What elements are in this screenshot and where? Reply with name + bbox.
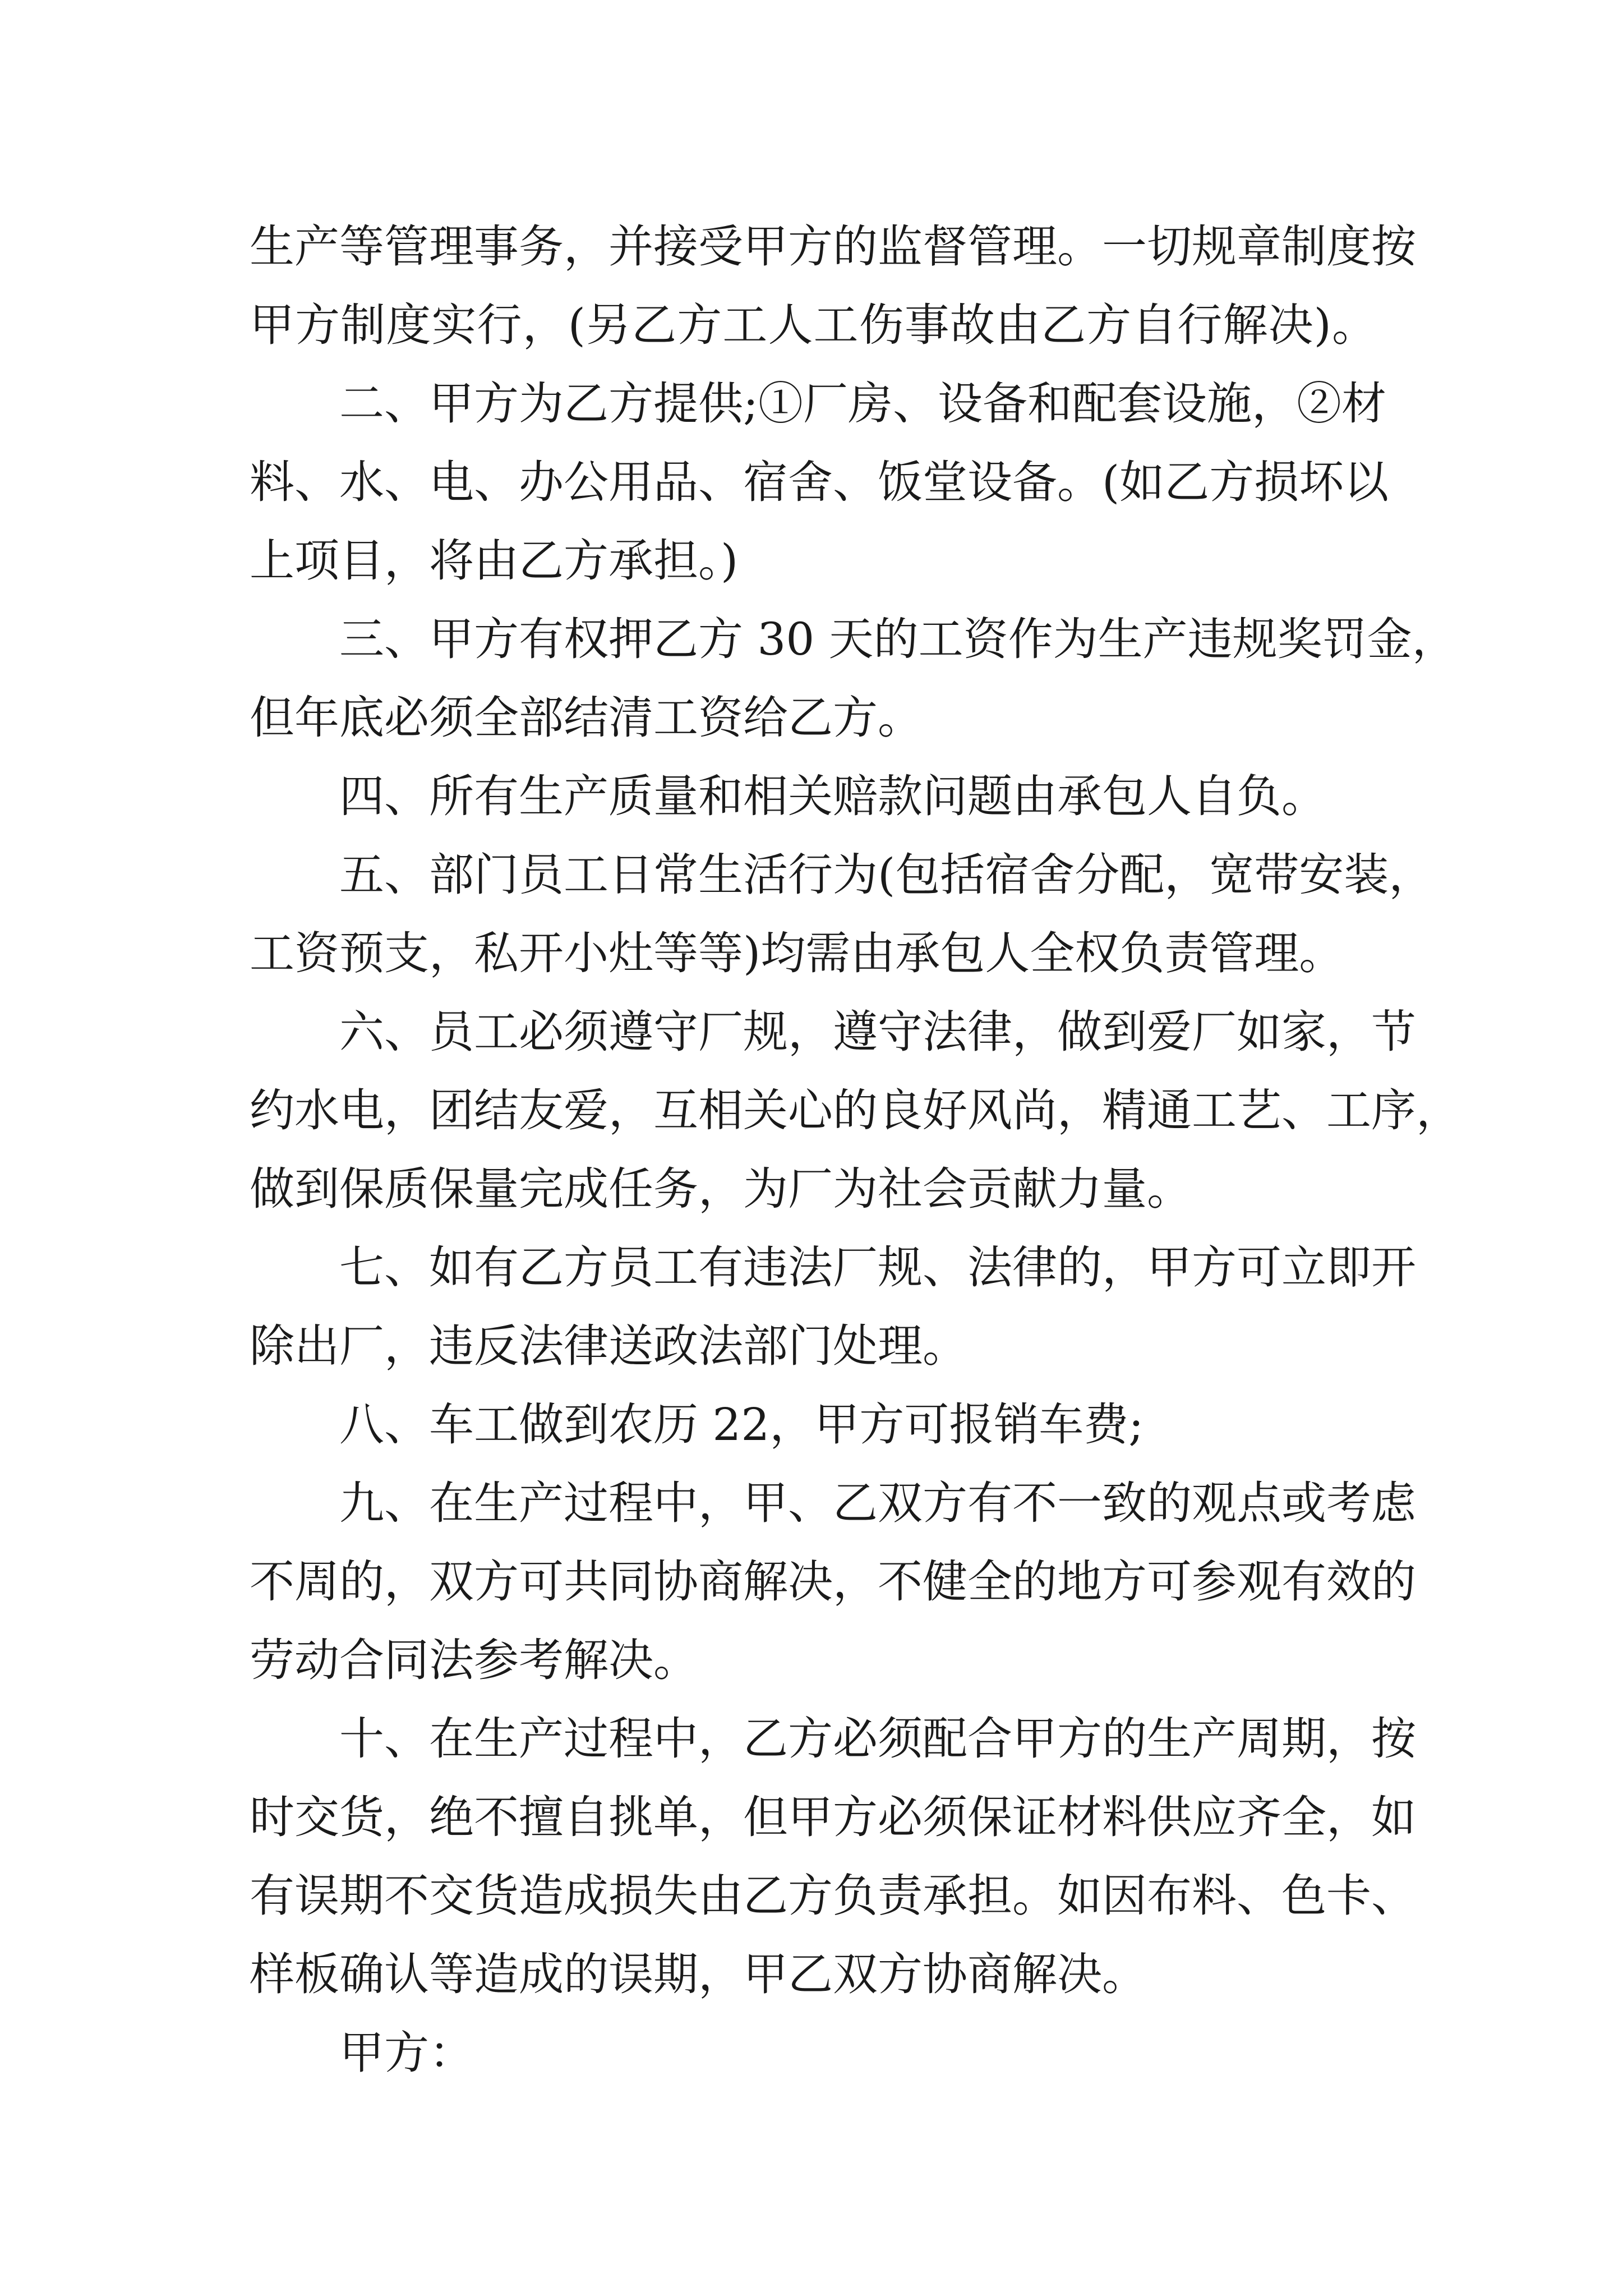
clause-7-line: 七、如有乙方员工有违法厂规、法律的，甲方可立即开	[339, 1241, 1416, 1294]
text-line: 不周的，双方可共同协商解决，不健全的地方可参观有效的	[250, 1556, 1416, 1608]
text-line: 上项目，将由乙方承担。)	[250, 535, 739, 587]
text-line: 有误期不交货造成损失由乙方负责承担。如因布料、色卡、	[250, 1870, 1416, 1922]
clause-10-line: 十、在生产过程中，乙方必须配合甲方的生产周期，按	[339, 1713, 1416, 1765]
text-line: 除出厂，违反法律送政法部门处理。	[250, 1320, 967, 1372]
clause-4-line: 四、所有生产质量和相关赔款问题由承包人自负。	[339, 770, 1326, 822]
text-line: 生产等管理事务，并接受甲方的监督管理。一切规章制度按	[250, 220, 1416, 273]
clause-8-line: 八、车工做到农历 22，甲方可报销车费;	[339, 1398, 1144, 1451]
text-line: 工资预支，私开小灶等等)均需由承包人全权负责管理。	[250, 927, 1344, 979]
document-body	[250, 208, 1461, 2092]
clause-6-line: 六、员工必须遵守厂规，遵守法律，做到爱厂如家，节	[339, 1006, 1416, 1058]
text-line: 约水电，团结友爱，互相关心的良好风尚，精通工艺、工序，	[250, 1084, 1461, 1137]
clause-5-line: 五、部门员工日常生活行为(包括宿舍分配，宽带安装，	[339, 849, 1434, 901]
clause-9-line: 九、在生产过程中，甲、乙双方有不一致的观点或考虑	[339, 1477, 1416, 1529]
clause-3-line: 三、甲方有权押乙方 30 天的工资作为生产违规奖罚金，	[339, 613, 1457, 665]
party-a-signature-label: 甲方：	[339, 2027, 474, 2079]
text-line: 劳动合同法参考解决。	[250, 1634, 698, 1686]
text-line: 甲方制度实行，(另乙方工人工伤事故由乙方自行解决)。	[250, 299, 1377, 351]
text-line: 但年底必须全部结清工资给乙方。	[250, 692, 923, 744]
text-line: 时交货，绝不擅自挑单，但甲方必须保证材料供应齐全，如	[250, 1791, 1416, 1843]
text-line: 料、水、电、办公用品、宿舍、饭堂设备。(如乙方损坏以	[250, 456, 1389, 508]
text-line: 做到保质保量完成任务，为厂为社会贡献力量。	[250, 1163, 1192, 1215]
text-line: 样板确认等造成的误期，甲乙双方协商解决。	[250, 1948, 1147, 2000]
clause-2-line: 二、甲方为乙方提供;①厂房、设备和配套设施，②材	[339, 378, 1386, 430]
